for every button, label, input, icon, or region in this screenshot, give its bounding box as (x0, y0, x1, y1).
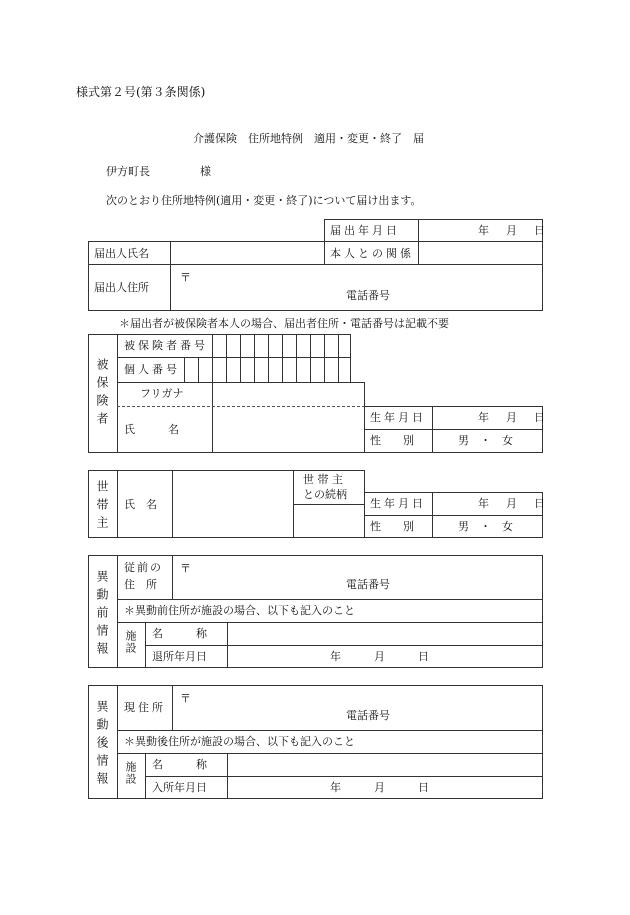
before-facility-name-label: 名 称 (152, 627, 207, 640)
household-birth-field[interactable]: 年 月 日 (478, 497, 548, 510)
before-postal-mark: 〒 (180, 562, 191, 575)
household-rel-line2: との続柄 (303, 488, 347, 501)
current-address-label: 現住所 (124, 701, 166, 714)
after-postal-mark: 〒 (180, 692, 191, 705)
insured-birth-label: 生年月日 (370, 411, 426, 424)
before-phone-label: 電話番号 (346, 578, 390, 591)
insured-number-label: 被保険者番号 (124, 339, 208, 352)
applicant-table (88, 241, 543, 311)
enter-date-label: 入所年月日 (152, 781, 207, 794)
applicant-note: ＊届出者が被保険者本人の場合、届出者住所・電話番号は記載不要 (119, 317, 449, 330)
submit-date-label: 届出年月日 (330, 224, 400, 237)
applicant-name-label: 届出人氏名 (94, 247, 149, 260)
form-title: 介護保険 住所地特例 適用・変更・終了 届 (193, 132, 424, 145)
after-phone-label: 電話番号 (346, 709, 390, 722)
enter-date-field[interactable]: 年 月 日 (330, 781, 429, 794)
household-rel-line1: 世 帯 主 (303, 473, 343, 486)
furigana-label: フリガナ (140, 388, 184, 400)
phone-label: 電話番号 (346, 289, 390, 302)
insured-gender-field[interactable]: 男 ・ 女 (458, 434, 513, 447)
leave-date-label: 退所年月日 (152, 650, 207, 663)
household-name-label: 氏 名 (124, 498, 157, 511)
before-section-label: 異動前情報 (95, 570, 109, 660)
after-facility-name-label: 名 称 (152, 758, 207, 771)
addressee-town: 伊方町長 (106, 165, 150, 178)
household-gender-label: 性 別 (370, 520, 414, 533)
household-section-box (88, 470, 294, 538)
personal-number-label: 個人番号 (124, 363, 180, 376)
household-section-label: 世帯主 (95, 480, 109, 534)
household-gender-field[interactable]: 男 ・ 女 (458, 520, 513, 533)
household-birth-label: 生年月日 (370, 497, 426, 510)
insured-birth-field[interactable]: 年 月 日 (478, 411, 548, 424)
addressee-honorific: 様 (200, 165, 211, 178)
form-number: 様式第２号(第３条関係) (76, 85, 206, 99)
after-facility-label: 施設 (124, 761, 137, 785)
after-section-label: 異動後情報 (95, 700, 109, 790)
insured-section-label: 被保険者 (95, 358, 109, 430)
applicant-address-label: 届出人住所 (94, 281, 149, 294)
postal-mark: 〒 (180, 271, 191, 284)
after-note: ＊異動後住所が施設の場合、以下も記入のこと (124, 735, 355, 748)
before-note: ＊異動前住所が施設の場合、以下も記入のこと (124, 604, 355, 617)
prev-address-line2: 住 所 (124, 578, 157, 591)
submit-date-field[interactable]: 年 月 日 (478, 224, 548, 237)
leave-date-field[interactable]: 年 月 日 (330, 650, 429, 663)
prev-address-line1: 従前の (124, 561, 163, 574)
insured-gender-label: 性 別 (370, 434, 414, 447)
intro-text: 次のとおり住所地特例(適用・変更・終了)について届け出ます。 (106, 194, 422, 207)
relationship-label: 本人との関係 (330, 247, 414, 260)
insured-name-label: 氏 名 (124, 423, 179, 436)
before-facility-label: 施設 (124, 630, 137, 654)
